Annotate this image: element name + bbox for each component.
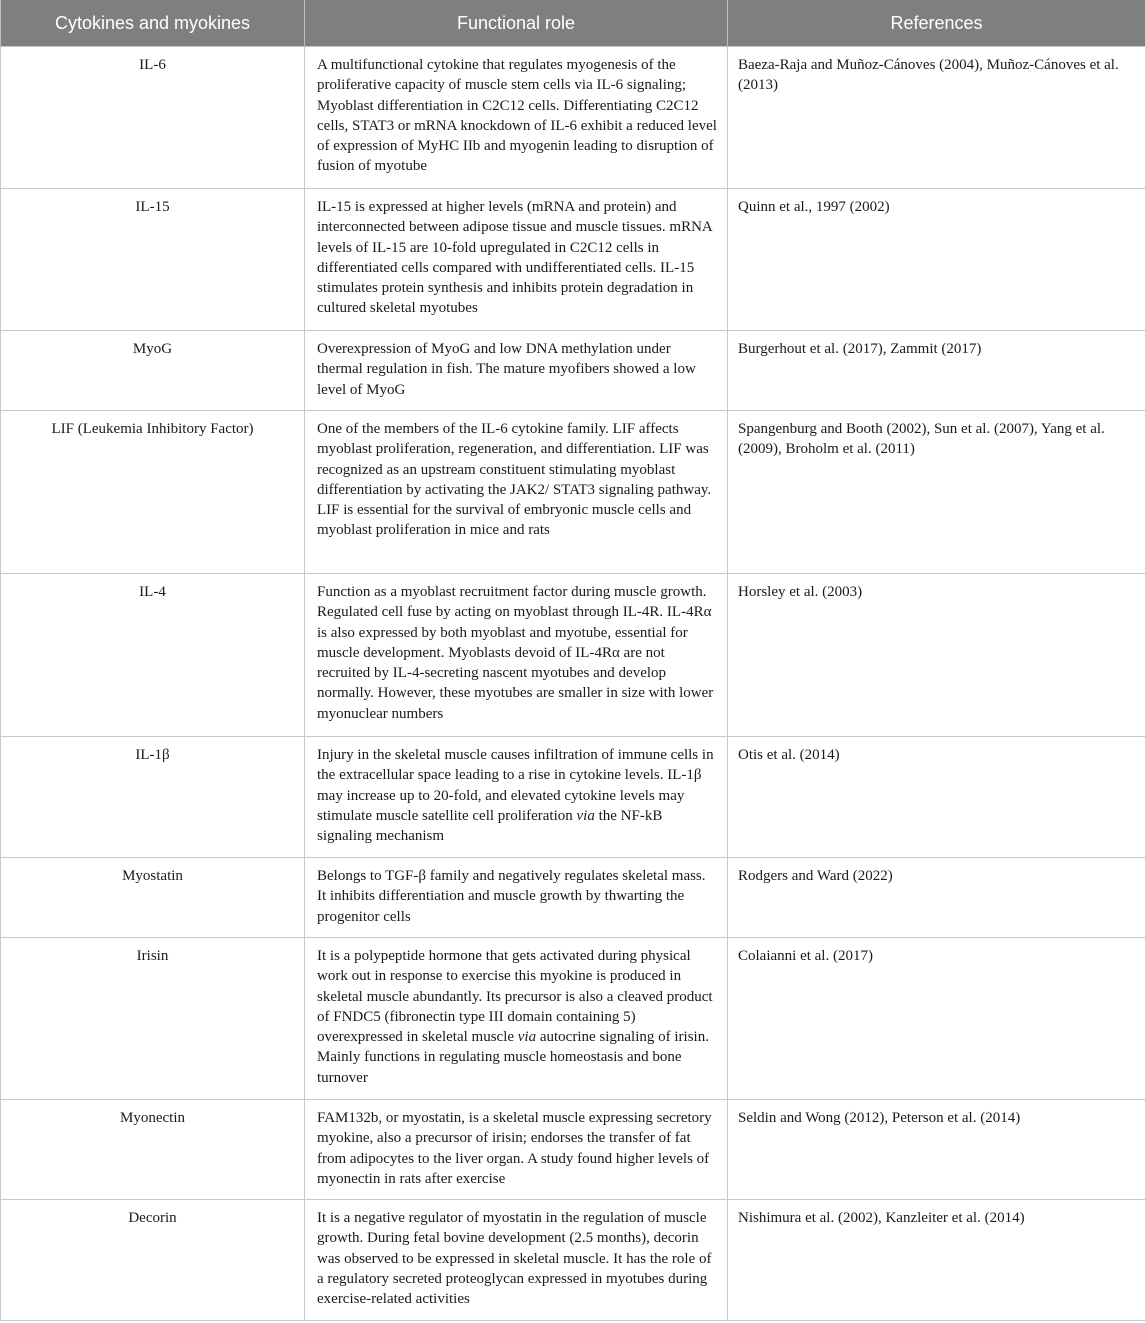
header-functional-role: Functional role [305,0,728,47]
table-row [1,574,1145,737]
cell-name: IL-1β [1,737,305,858]
cell-role: Function as a myoblast recruitment factor during muscle growth. Regulated cell fuse by acting on myoblast through IL-4R. IL-4Rα is also expressed by both myoblast and myotube, essential for muscle development. Myoblasts devoid of IL-4Rα are not recruited by IL-4-secreting nascent myotubes and develop normally. However, these myotubes are smaller in size with lower myonuclear numbers [305,574,728,737]
cell-name: Myonectin [1,1100,305,1200]
cell-role: A multifunctional cytokine that regulates myogenesis of the proliferative capacity of muscle stem cells via IL-6 signaling; Myoblast differentiation in C2C12 cells. Differentiating C2C12 cells, STAT3 or mRNA knockdown of IL-6 exhibit a reduced level of expression of MyHC IIb and myogenin leading to disruption of fusion of myotube [305,47,728,189]
cell-references: Nishimura et al. (2002), Kanzleiter et al. (2014) [728,1200,1145,1321]
role-text: autocrine signaling of irisin. Mainly functions in regulating muscle homeostasis and bone turnover [317,1029,709,1086]
cell-name: Myostatin [1,858,305,938]
cell-references: Rodgers and Ward (2022) [728,858,1145,938]
cell-references: Seldin and Wong (2012), Peterson et al. (2014) [728,1100,1145,1200]
cell-references: Baeza-Raja and Muñoz-Cánoves (2004), Muñoz-Cánoves et al. (2013) [728,47,1145,189]
cell-role: FAM132b, or myostatin, is a skeletal muscle expressing secretory myokine, also a precursor of irisin; endorses the transfer of fat from adipocytes to the liver organ. A study found higher levels of myonectin in rats after exercise [305,1100,728,1200]
header-row [1,0,1145,47]
cell-role: IL-15 is expressed at higher levels (mRNA and protein) and interconnected between adipose tissue and muscle tissues. mRNA levels of IL-15 are 10-fold upregulated in C2C12 cells in differentiated cells compared with undifferentiated cells. IL-15 stimulates protein synthesis and inhibits protein degradation in cultured skeletal myotubes [305,189,728,331]
table-body [1,47,1145,1321]
cell-name: LIF (Leukemia Inhibitory Factor) [1,411,305,574]
header-cytokines: Cytokines and myokines [1,0,305,47]
role-text: Injury in the skeletal muscle causes infiltration of immune cells in the extracellular space leading to a rise in cytokine levels. IL-1β may increase up to 20-fold, and elevated cytokine levels may stimulate muscle satellite cell proliferation [317,747,714,824]
cell-references: Otis et al. (2014) [728,737,1145,858]
cell-role: Belongs to TGF-β family and negatively regulates skeletal mass. It inhibits differentiation and muscle growth by thwarting the progenitor cells [305,858,728,938]
cell-role [305,737,728,858]
table-header [1,0,1145,47]
cell-references: Horsley et al. (2003) [728,574,1145,737]
table-row [1,189,1145,331]
cell-role: It is a negative regulator of myostatin in the regulation of muscle growth. During fetal bovine development (2.5 months), decorin was observed to be expressed in skeletal muscle. It has the role of a regulatory secreted proteoglycan expressed in myotubes during exercise-related activities [305,1200,728,1321]
cell-references: Spangenburg and Booth (2002), Sun et al. (2007), Yang et al. (2009), Broholm et al. (2011) [728,411,1145,574]
table-row [1,1200,1145,1321]
table-row [1,47,1145,189]
table-row [1,331,1145,411]
table-row [1,737,1145,858]
cell-references: Colaianni et al. (2017) [728,938,1145,1100]
cell-role: One of the members of the IL-6 cytokine family. LIF affects myoblast proliferation, regeneration, and differentiation. LIF was recognized as an upstream constituent stimulating myoblast differentiation by activating the JAK2/ STAT3 signaling pathway. LIF is essential for the survival of embryonic muscle cells and myoblast proliferation in mice and rats [305,411,728,574]
cell-name: IL-15 [1,189,305,331]
cell-role: Overexpression of MyoG and low DNA methylation under thermal regulation in fish. The mature myofibers showed a low level of MyoG [305,331,728,411]
role-text: the NF-kB signaling mechanism [317,807,663,845]
cell-role [305,938,728,1100]
cell-name: Irisin [1,938,305,1100]
cell-name: Decorin [1,1200,305,1321]
role-text-italic: via [517,1029,537,1046]
table-row [1,411,1145,574]
table-row [1,1100,1145,1200]
cell-name: IL-6 [1,47,305,189]
role-text: It is a polypeptide hormone that gets activated during physical work out in response to exercise this myokine is produced in skeletal muscle abundantly. Its precursor is also a cleaved product of FNDC5 (fibronectin type III domain containing 5) overexpressed in skeletal muscle [317,948,713,1046]
cell-name: IL-4 [1,574,305,737]
cell-references: Quinn et al., 1997 (2002) [728,189,1145,331]
role-text-italic: via [576,807,595,824]
cell-name: MyoG [1,331,305,411]
table-row [1,858,1145,938]
table-row [1,938,1145,1100]
cell-references: Burgerhout et al. (2017), Zammit (2017) [728,331,1145,411]
header-references: References [728,0,1145,47]
